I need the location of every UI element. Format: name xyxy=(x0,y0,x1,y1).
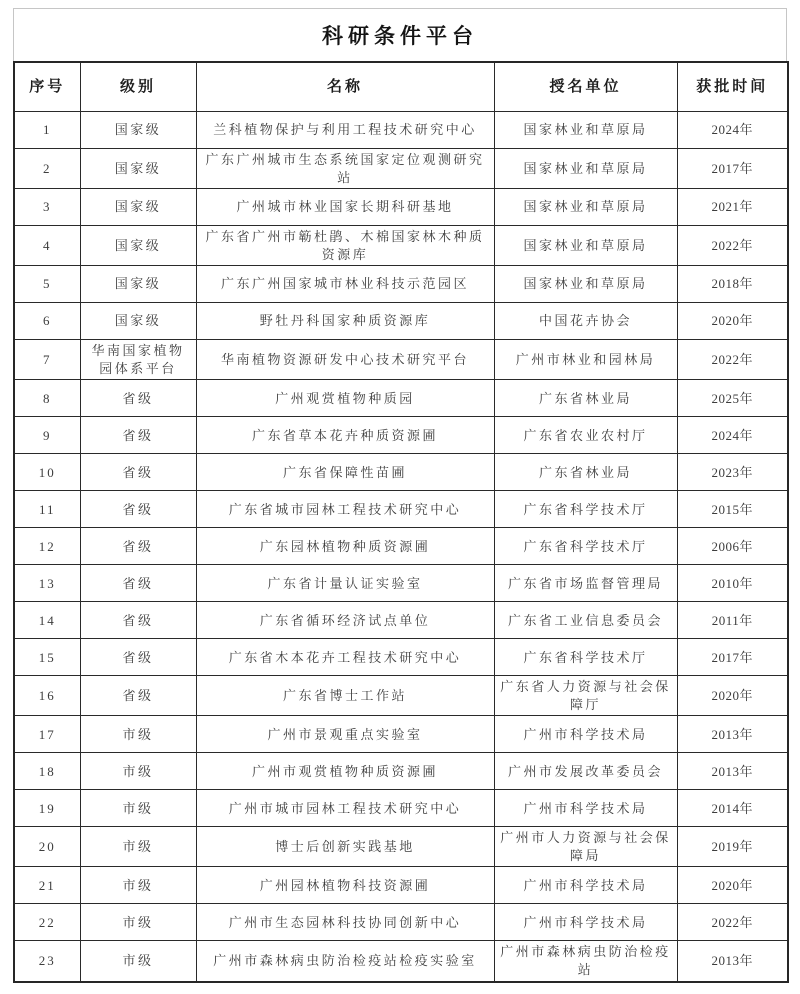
cell-unit: 广东省农业农村厅 xyxy=(494,417,677,454)
cell-year: 2018年 xyxy=(677,266,788,303)
cell-no: 18 xyxy=(14,753,80,790)
table-row xyxy=(14,676,788,716)
cell-year: 2013年 xyxy=(677,753,788,790)
cell-level: 华南国家植物园体系平台 xyxy=(80,340,196,380)
cell-name: 广东广州城市生态系统国家定位观测研究站 xyxy=(196,149,494,189)
table-row xyxy=(14,303,788,340)
cell-year: 2017年 xyxy=(677,639,788,676)
table-row xyxy=(14,340,788,380)
cell-level: 市级 xyxy=(80,827,196,867)
cell-name: 广东省计量认证实验室 xyxy=(196,565,494,602)
table-row xyxy=(14,454,788,491)
cell-name: 广州市生态园林科技协同创新中心 xyxy=(196,904,494,941)
cell-level: 市级 xyxy=(80,867,196,904)
cell-no: 22 xyxy=(14,904,80,941)
cell-unit: 广东省林业局 xyxy=(494,380,677,417)
cell-year: 2013年 xyxy=(677,941,788,982)
cell-name: 广东省城市园林工程技术研究中心 xyxy=(196,491,494,528)
cell-no: 5 xyxy=(14,266,80,303)
table-row xyxy=(14,602,788,639)
cell-level: 市级 xyxy=(80,904,196,941)
cell-year: 2015年 xyxy=(677,491,788,528)
table-row xyxy=(14,565,788,602)
cell-no: 1 xyxy=(14,112,80,149)
cell-year: 2022年 xyxy=(677,340,788,380)
cell-unit: 广东省科学技术厅 xyxy=(494,639,677,676)
table-row xyxy=(14,491,788,528)
table-row xyxy=(14,417,788,454)
table-row xyxy=(14,904,788,941)
cell-no: 8 xyxy=(14,380,80,417)
cell-year: 2020年 xyxy=(677,867,788,904)
cell-unit: 广州市科学技术局 xyxy=(494,716,677,753)
cell-year: 2025年 xyxy=(677,380,788,417)
table-row xyxy=(14,867,788,904)
cell-unit: 广州市发展改革委员会 xyxy=(494,753,677,790)
cell-no: 23 xyxy=(14,941,80,982)
table-row xyxy=(14,528,788,565)
cell-year: 2013年 xyxy=(677,716,788,753)
cell-no: 6 xyxy=(14,303,80,340)
cell-name: 广东省循环经济试点单位 xyxy=(196,602,494,639)
title-box xyxy=(13,8,787,61)
table-row xyxy=(14,380,788,417)
table-row xyxy=(14,266,788,303)
cell-level: 市级 xyxy=(80,753,196,790)
cell-level: 省级 xyxy=(80,602,196,639)
cell-name: 博士后创新实践基地 xyxy=(196,827,494,867)
table-row xyxy=(14,149,788,189)
column-header-year: 获批时间 xyxy=(677,62,788,112)
cell-year: 2017年 xyxy=(677,149,788,189)
cell-unit: 广州市林业和园林局 xyxy=(494,340,677,380)
table-header xyxy=(14,62,788,112)
cell-no: 4 xyxy=(14,226,80,266)
cell-year: 2014年 xyxy=(677,790,788,827)
cell-year: 2010年 xyxy=(677,565,788,602)
cell-level: 省级 xyxy=(80,565,196,602)
cell-no: 7 xyxy=(14,340,80,380)
table-row xyxy=(14,790,788,827)
cell-name: 广州市景观重点实验室 xyxy=(196,716,494,753)
cell-level: 省级 xyxy=(80,454,196,491)
cell-unit: 广州市人力资源与社会保障局 xyxy=(494,827,677,867)
cell-no: 14 xyxy=(14,602,80,639)
cell-unit: 国家林业和草原局 xyxy=(494,112,677,149)
table-row xyxy=(14,753,788,790)
cell-level: 省级 xyxy=(80,491,196,528)
cell-no: 2 xyxy=(14,149,80,189)
cell-name: 广东省保障性苗圃 xyxy=(196,454,494,491)
cell-unit: 国家林业和草原局 xyxy=(494,266,677,303)
table-row xyxy=(14,716,788,753)
cell-name: 广州市城市园林工程技术研究中心 xyxy=(196,790,494,827)
cell-unit: 广州市森林病虫防治检疫站 xyxy=(494,941,677,982)
cell-name: 广州园林植物科技资源圃 xyxy=(196,867,494,904)
cell-year: 2024年 xyxy=(677,417,788,454)
table-row xyxy=(14,189,788,226)
cell-level: 国家级 xyxy=(80,149,196,189)
cell-no: 10 xyxy=(14,454,80,491)
research-platform-table xyxy=(13,61,789,983)
cell-unit: 广东省科学技术厅 xyxy=(494,528,677,565)
cell-unit: 广东省林业局 xyxy=(494,454,677,491)
table-row xyxy=(14,112,788,149)
cell-name: 华南植物资源研发中心技术研究平台 xyxy=(196,340,494,380)
cell-name: 广东省广州市簕杜鹃、木棉国家林木种质资源库 xyxy=(196,226,494,266)
cell-year: 2024年 xyxy=(677,112,788,149)
cell-level: 国家级 xyxy=(80,266,196,303)
cell-year: 2019年 xyxy=(677,827,788,867)
table-body xyxy=(14,112,788,982)
cell-year: 2006年 xyxy=(677,528,788,565)
cell-name: 广东省木本花卉工程技术研究中心 xyxy=(196,639,494,676)
cell-name: 广东广州国家城市林业科技示范园区 xyxy=(196,266,494,303)
cell-unit: 广州市科学技术局 xyxy=(494,790,677,827)
cell-unit: 广东省人力资源与社会保障厅 xyxy=(494,676,677,716)
cell-level: 省级 xyxy=(80,380,196,417)
page-title: 科研条件平台 xyxy=(322,24,478,48)
cell-unit: 广东省科学技术厅 xyxy=(494,491,677,528)
cell-level: 国家级 xyxy=(80,226,196,266)
cell-no: 12 xyxy=(14,528,80,565)
cell-no: 9 xyxy=(14,417,80,454)
cell-name: 广东省博士工作站 xyxy=(196,676,494,716)
cell-year: 2022年 xyxy=(677,226,788,266)
cell-no: 13 xyxy=(14,565,80,602)
cell-no: 20 xyxy=(14,827,80,867)
cell-level: 国家级 xyxy=(80,189,196,226)
column-header-level: 级别 xyxy=(80,62,196,112)
header-row xyxy=(14,62,788,112)
cell-level: 国家级 xyxy=(80,112,196,149)
document-sheet xyxy=(13,8,787,983)
table-row xyxy=(14,941,788,982)
column-header-unit: 授名单位 xyxy=(494,62,677,112)
cell-year: 2011年 xyxy=(677,602,788,639)
cell-year: 2022年 xyxy=(677,904,788,941)
cell-unit: 国家林业和草原局 xyxy=(494,189,677,226)
cell-unit: 广东省市场监督管理局 xyxy=(494,565,677,602)
cell-name: 兰科植物保护与利用工程技术研究中心 xyxy=(196,112,494,149)
cell-level: 省级 xyxy=(80,639,196,676)
cell-unit: 国家林业和草原局 xyxy=(494,226,677,266)
cell-unit: 国家林业和草原局 xyxy=(494,149,677,189)
cell-year: 2021年 xyxy=(677,189,788,226)
cell-unit: 广东省工业信息委员会 xyxy=(494,602,677,639)
cell-level: 国家级 xyxy=(80,303,196,340)
cell-level: 省级 xyxy=(80,417,196,454)
cell-level: 市级 xyxy=(80,716,196,753)
table-row xyxy=(14,639,788,676)
cell-no: 15 xyxy=(14,639,80,676)
cell-unit: 中国花卉协会 xyxy=(494,303,677,340)
cell-name: 野牡丹科国家种质资源库 xyxy=(196,303,494,340)
cell-year: 2020年 xyxy=(677,676,788,716)
column-header-name: 名称 xyxy=(196,62,494,112)
cell-name: 广州市森林病虫防治检疫站检疫实验室 xyxy=(196,941,494,982)
cell-no: 16 xyxy=(14,676,80,716)
column-header-no: 序号 xyxy=(14,62,80,112)
cell-name: 广东省草本花卉种质资源圃 xyxy=(196,417,494,454)
cell-year: 2023年 xyxy=(677,454,788,491)
cell-no: 21 xyxy=(14,867,80,904)
cell-level: 市级 xyxy=(80,941,196,982)
table-row xyxy=(14,226,788,266)
cell-name: 广州观赏植物种质园 xyxy=(196,380,494,417)
cell-level: 省级 xyxy=(80,676,196,716)
cell-no: 3 xyxy=(14,189,80,226)
cell-name: 广州城市林业国家长期科研基地 xyxy=(196,189,494,226)
cell-unit: 广州市科学技术局 xyxy=(494,867,677,904)
cell-year: 2020年 xyxy=(677,303,788,340)
table-row xyxy=(14,827,788,867)
cell-unit: 广州市科学技术局 xyxy=(494,904,677,941)
cell-name: 广州市观赏植物种质资源圃 xyxy=(196,753,494,790)
cell-level: 市级 xyxy=(80,790,196,827)
cell-no: 19 xyxy=(14,790,80,827)
cell-level: 省级 xyxy=(80,528,196,565)
cell-no: 17 xyxy=(14,716,80,753)
cell-no: 11 xyxy=(14,491,80,528)
cell-name: 广东园林植物种质资源圃 xyxy=(196,528,494,565)
